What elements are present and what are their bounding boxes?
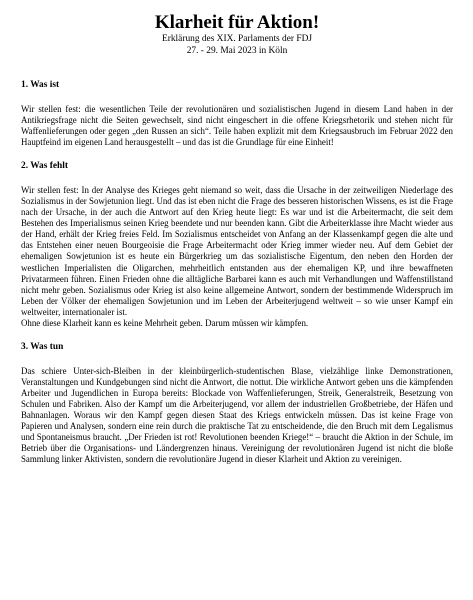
- subtitle-organization: Erklärung des XIX. Parlaments der FDJ: [162, 34, 312, 44]
- section-was-ist: [21, 79, 453, 148]
- section-heading: 3. Was tun: [21, 341, 64, 352]
- subtitle-date-location: 27. - 29. Mai 2023 in Köln: [186, 45, 288, 56]
- section-was-fehlt: [21, 160, 453, 329]
- section-paragraph: Ohne diese Klarheit kann es keine Mehrheit geben. Darum müssen wir kämpfen.: [21, 317, 309, 328]
- section-paragraph: Wir stellen fest: die wesentlichen Teile der revolutionären und sozialistischen Jugend in diesem Land haben in der Antikriegsfrage nicht die Seiten gewechselt, sind nicht eingeschert in die offene Kriegsrhetorik und stehen nicht für Waffenlieferungen oder gegen „den Russen an sich“. Teile haben explizit mit dem Kriegsausbruch im Februar 2022 den Hauptfeind im eigenen Land herausgestellt – und das ist die Grundlage für eine Einheit!: [21, 104, 453, 148]
- section-paragraph: Das schiere Unter-sich-Bleiben in der kleinbürgerlich-studentischen Blase, vielzählige linke Demonstrationen, Veranstaltungen und Kundgebungen sind nicht die Antwort, die nottut. Die wirkliche Antwort geben uns die kämpfenden Arbeiter und Jugendlichen in Europa bereits: Blockade von Waffenlieferungen, Streik, Generalstreik, Besetzung von Schulen und Fabriken. Also der Kampf um die Arbeiterjugend, vor allem der industriellen Großbetriebe, der Häfen und Bahnanlagen. Woraus wir den Kampf gegen diesen Staat des Kriegs entwickeln müssen. Das ist keine Frage von Papieren und Analysen, sondern eine rein durch die praktische Tat zu entscheidende, die den Bruch mit dem Legalismus und Spontaneismus braucht. „Der Frieden ist rot! Revolutionen beenden Kriege!“ – braucht die Aktion in der Schule, im Betrieb über die Organisations- und Ländergrenzen hinaus. Vereinigung der revolutionären Jugend ist nicht die bloße Sammlung linker Aktivisten, sondern die revolutionäre Jugend in dieser Klarheit und Aktion zu vereinigen.: [21, 365, 453, 465]
- section-paragraph: Wir stellen fest: In der Analyse des Krieges geht niemand so weit, dass die Ursache in der zeitweiligen Niederlage des Sozialismus in der Sowjetunion liegt. Und das ist eben nicht die Frage des besseren historischen Wissens, es ist die Frage nach der Ursache, in der auch die Antwort auf den Krieg heute liegt: Es war und ist die Arbeitermacht, die seit dem Bestehen des Imperialismus seinen Krieg beendete und nur beenden kann. Gibt die Arbeiterklasse ihre Macht wieder aus der Hand, erhält der Krieg freies Feld. Im Sozialismus entscheidet von Anfang an der Klassenkampf gegen die alte und das Entstehen einer neuen Bourgeoisie die Frage Arbeitermacht oder Krieg immer wieder neu. Auf dem Gebiet der ehemaligen Sowjetunion ist es heute ein Bürgerkrieg um das sozialistische Eigentum, den neben den Horden der westlichen Imperialisten die Oligarchen, mehrheitlich entstanden aus der ehemaligen KP, und ihre bewaffneten Privatarmeen führen. Einen Frieden ohne die alltägliche Barbarei kann es auch mit Verhandlungen und Waffenstillstand nicht mehr geben. Sozialismus oder Krieg ist also keine allgemeine Antwort, sondern der bestimmende Widerspruch im Leben der Völker der ehemaligen Sowjetunion und im Leben der Arbeiterjugend weltweit – so wie unser Kampf ein weltweiter, internationaler ist.: [21, 185, 453, 317]
- section-heading: 1. Was ist: [21, 80, 60, 90]
- section-was-tun: [21, 341, 453, 465]
- section-heading: 2. Was fehlt: [21, 161, 68, 172]
- document-title: Klarheit für Aktion!: [154, 12, 320, 33]
